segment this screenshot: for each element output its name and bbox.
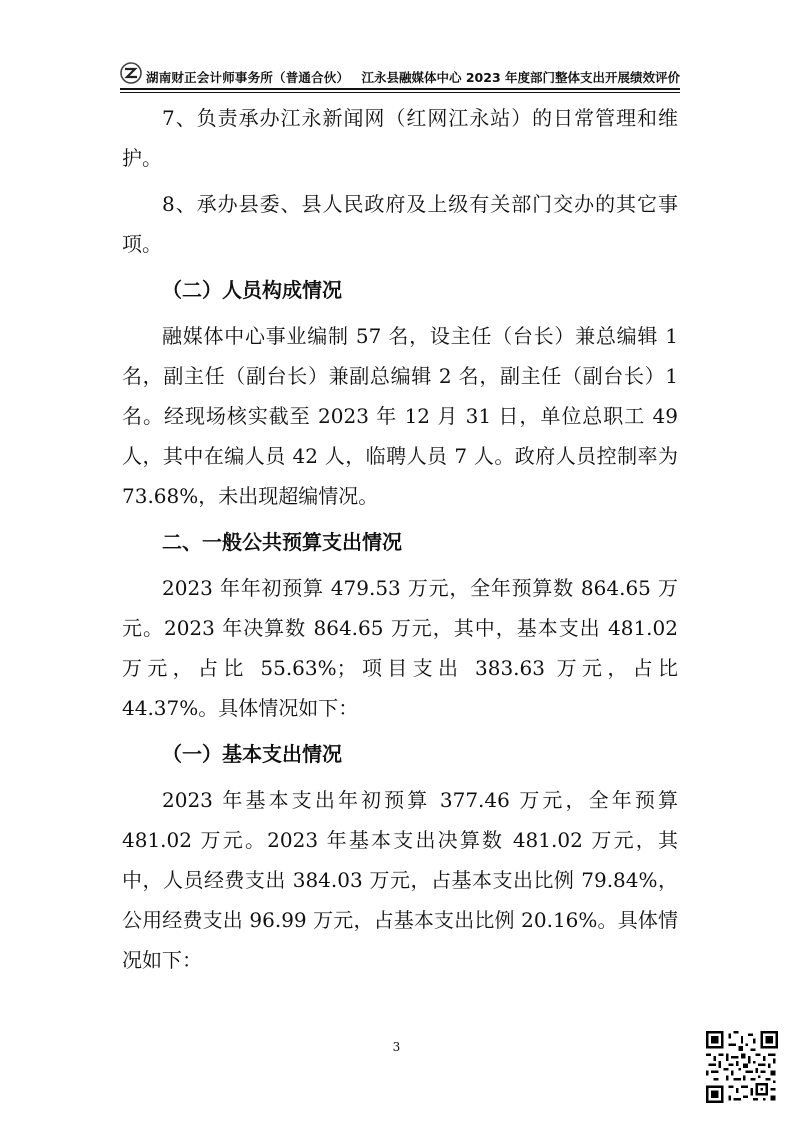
section-heading: 二、一般公共预算支出情况 bbox=[162, 530, 402, 554]
page-number: 3 bbox=[392, 1040, 401, 1054]
header-rule bbox=[120, 88, 680, 90]
page-header bbox=[120, 58, 680, 90]
zl-logo-icon bbox=[120, 62, 142, 84]
firm-name: 湖南财正会计师事务所（普通合伙） bbox=[146, 70, 350, 85]
section-heading: （一）基本支出情况 bbox=[162, 742, 342, 766]
paragraph: 8、承办县委、县人民政府及上级有关部门交办的其它事项。 bbox=[122, 192, 678, 256]
paragraph: 7、负责承办江永新闻网（红网江永站）的日常管理和维护。 bbox=[122, 106, 678, 170]
paragraph: 融媒体中心事业编制 57 名，设主任（台长）兼总编辑 1 名，副主任（副台长）兼副总编辑 2 名，副主任（副台长）1 名。经现场核实截至 2023 年 12 月 31 日，单位总职工 49 人，其中在编人员 42 人，临聘人员 7 人。政府人员控制率为 73.68%，未出现超编情况。 bbox=[122, 324, 678, 508]
section-heading: （二）人员构成情况 bbox=[162, 278, 342, 302]
qr-code-icon bbox=[706, 1031, 778, 1103]
paragraph: 2023 年基本支出年初预算 377.46 万元，全年预算 481.02 万元。2023 年基本支出决算数 481.02 万元，其中，人员经费支出 384.03 万元，占基本支出比例 79.84%，公用经费支出 96.99 万元，占基本支出比例 20.16%。具体情况如下： bbox=[122, 788, 678, 972]
document-body bbox=[122, 98, 678, 986]
document-title: 江永县融媒体中心 2023 年度部门整体支出开展绩效评价 bbox=[361, 70, 680, 85]
paragraph: 2023 年年初预算 479.53 万元，全年预算数 864.65 万元。2023 年决算数 864.65 万元，其中，基本支出 481.02 万元，占比 55.63%；项目支出 383.63 万元，占比 44.37%。具体情况如下： bbox=[122, 576, 678, 720]
header-rule-thin bbox=[120, 92, 680, 93]
